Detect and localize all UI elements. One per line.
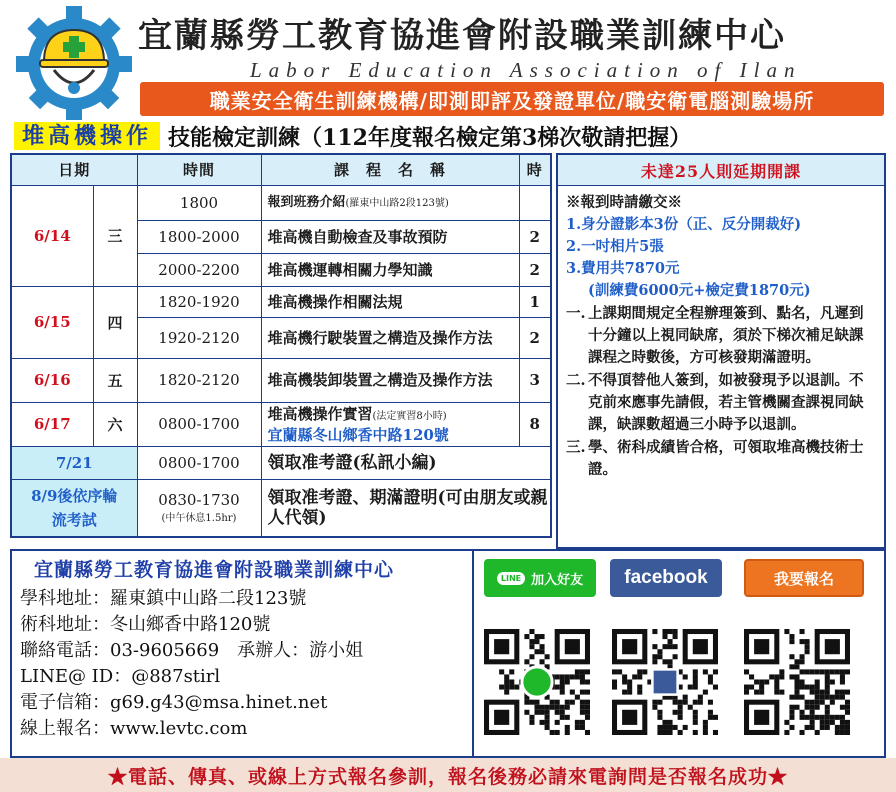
- date-cell: 6/17: [11, 402, 93, 446]
- course-note: (羅東中山路2段123號): [345, 198, 449, 209]
- rule-number: 三.: [566, 439, 586, 456]
- date-cell: 6/14: [11, 185, 93, 286]
- date-cell: 8/9後依序輪流考試: [11, 479, 137, 537]
- course-cell: 堆高機操作相關法規: [261, 286, 519, 317]
- course-label: 報到班務介紹: [267, 195, 346, 210]
- rule-number: 二.: [566, 372, 586, 389]
- course-cell: 堆高機自動檢查及事故預防: [261, 220, 519, 253]
- header-date: 日期: [11, 154, 137, 185]
- course-cell: 堆高機運轉相關力學知識: [261, 253, 519, 286]
- rule-text: 上課期間規定全程辦理簽到、點名，凡遲到十分鐘以上視同缺席，須於下梯次補足缺課課程之時數後，方可核發期滿證明。: [588, 305, 864, 366]
- gear-logo-icon: [14, 4, 134, 122]
- line-button-label: 加入好友: [531, 572, 584, 588]
- course-label: 堆高機操作實習: [267, 404, 373, 423]
- table-row: [11, 185, 551, 220]
- weekday-cell: 三: [93, 185, 137, 286]
- course-name: 堆高機操作: [14, 122, 160, 150]
- header-hours: 時: [519, 154, 551, 185]
- table-header-row: [11, 154, 551, 185]
- weekday-cell: 四: [93, 286, 137, 358]
- bottom-notice: ★電話、傳真、或線上方式報名參訓，報名後務必請來電詢問是否報名成功★: [0, 758, 896, 792]
- org-english-name: Labor Education Association of Ilan: [250, 58, 802, 82]
- notes-rule: [566, 303, 876, 369]
- notes-heading: 未達25人則延期開課: [558, 155, 884, 186]
- date-cell: 7/21: [11, 446, 137, 479]
- time-note: (中午休息1.5hr): [161, 513, 237, 525]
- time-cell: 1920-2120: [137, 317, 261, 358]
- notes-rule: [566, 370, 876, 436]
- hours-cell: [519, 185, 551, 220]
- course-cell: 領取准考證(私訊小編): [261, 446, 551, 479]
- contact-line: LINE@ ID：@887stirl: [20, 666, 221, 687]
- date-cell: 6/16: [11, 358, 93, 402]
- line-icon: LINE: [497, 572, 525, 585]
- time-cell: 1800-2000: [137, 220, 261, 253]
- course-heading: [14, 120, 884, 152]
- notes-rule: [566, 437, 876, 481]
- register-button[interactable]: 我要報名: [744, 559, 864, 597]
- course-place: 宜蘭縣冬山鄉香中路120號: [267, 425, 449, 444]
- facebook-button[interactable]: facebook: [610, 559, 722, 597]
- notes-item: 1.身分證影本3份（正、反分開裁好): [566, 216, 802, 233]
- course-cell: 領取准考證、期滿證明(可由朋友或親人代領): [261, 479, 551, 537]
- course-note: (法定實習8小時): [372, 410, 447, 422]
- register-qr-code-icon[interactable]: [744, 629, 850, 735]
- table-row: [11, 446, 551, 479]
- table-row: [11, 479, 551, 537]
- time-cell: 1820-2120: [137, 358, 261, 402]
- line-add-friend-button[interactable]: [484, 559, 596, 597]
- notes-body: [558, 186, 884, 481]
- time-cell: 2000-2200: [137, 253, 261, 286]
- hours-cell: 3: [519, 358, 551, 402]
- contact-title: 宜蘭縣勞工教育協進會附設職業訓練中心: [34, 559, 395, 581]
- course-cell: [261, 402, 519, 446]
- hours-cell: 8: [519, 402, 551, 446]
- contact-footer: [10, 549, 886, 758]
- time-cell: 1800: [137, 185, 261, 220]
- notes-item: 2.一吋相片5張: [566, 238, 664, 255]
- notes-item: 3.費用共7870元: [566, 260, 680, 277]
- rule-text: 不得頂替他人簽到，如被發現予以退訓。不克前來應事先請假，若主管機關查課視同缺課，缺課數超過三小時予以退訓。: [588, 372, 864, 433]
- header-course: 課 程 名 稱: [261, 154, 519, 185]
- table-row: [11, 286, 551, 317]
- hours-cell: 2: [519, 220, 551, 253]
- org-banner: 職業安全衛生訓練機構/即測即評及發證單位/職安衛電腦測驗場所: [140, 82, 884, 116]
- time-cell: 1820-1920: [137, 286, 261, 317]
- time-cell: 0800-1700: [137, 446, 261, 479]
- time-label: 0830-1730: [158, 491, 240, 510]
- table-row: [11, 358, 551, 402]
- hours-cell: 2: [519, 253, 551, 286]
- weekday-cell: 五: [93, 358, 137, 402]
- course-cell: [261, 185, 519, 220]
- org-title: 宜蘭縣勞工教育協進會附設職業訓練中心: [138, 16, 786, 56]
- time-cell: 0800-1700: [137, 402, 261, 446]
- contact-line: 學科地址：羅東鎮中山路二段123號: [20, 588, 307, 609]
- table-row: [11, 402, 551, 446]
- weekday-cell: 六: [93, 402, 137, 446]
- header-time: 時間: [137, 154, 261, 185]
- schedule-table: [10, 153, 552, 538]
- hours-cell: 2: [519, 317, 551, 358]
- notes-panel: [556, 153, 886, 549]
- rule-number: 一.: [566, 305, 586, 322]
- line-qr-code-icon[interactable]: [484, 629, 590, 735]
- hours-cell: 1: [519, 286, 551, 317]
- notes-item: (訓練費6000元+檢定費1870元): [588, 282, 811, 299]
- facebook-qr-code-icon[interactable]: [612, 629, 718, 735]
- contact-line: 術科地址：冬山鄉香中路120號: [20, 614, 271, 635]
- contact-line: 線上報名：www.levtc.com: [20, 718, 248, 739]
- time-cell: [137, 479, 261, 537]
- contact-line: 聯絡電話：03-9605669 承辦人：游小姐: [20, 640, 364, 661]
- contact-line: 電子信箱：g69.g43@msa.hinet.net: [20, 692, 328, 713]
- rule-text: 學、術科成績皆合格，可領取堆高機技術士證。: [588, 439, 864, 478]
- notes-title: ※報到時請繳交※: [566, 194, 682, 211]
- contact-block: [12, 551, 474, 756]
- date-cell: 6/15: [11, 286, 93, 358]
- course-subtitle: 技能檢定訓練（112年度報名檢定第3梯次敬請把握）: [168, 124, 692, 151]
- course-cell: 堆高機裝卸裝置之構造及操作方法: [261, 358, 519, 402]
- course-cell: 堆高機行駛裝置之構造及操作方法: [261, 317, 519, 358]
